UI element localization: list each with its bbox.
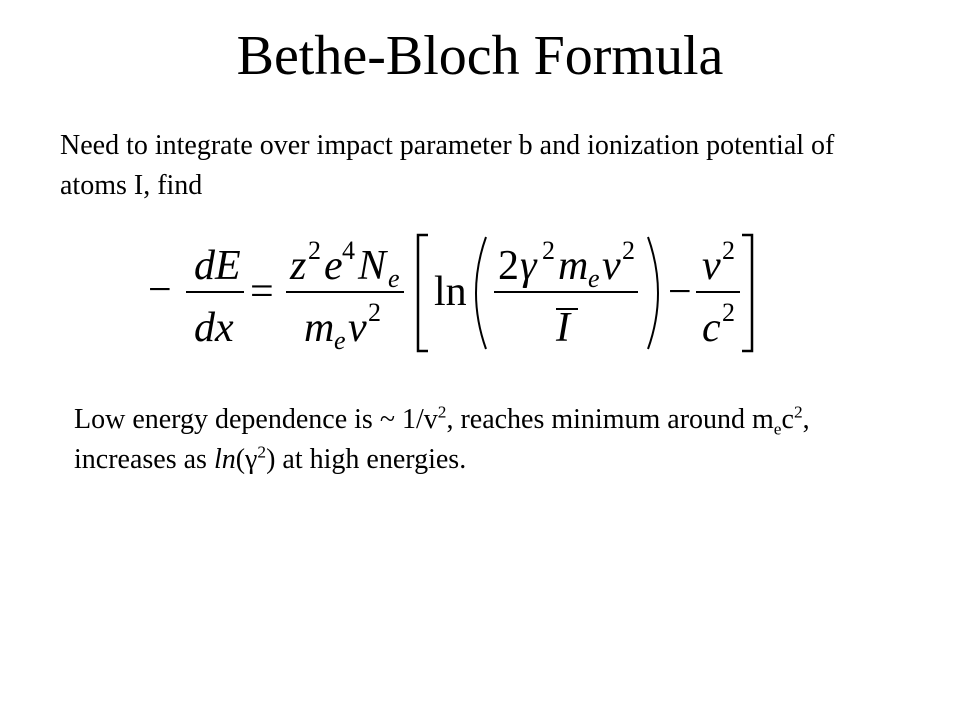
formula-arg-m: m bbox=[558, 243, 589, 289]
formula-den-m-sub: e bbox=[334, 326, 346, 355]
formula-arg-m-sub: e bbox=[588, 264, 600, 293]
formula-v-num: v bbox=[702, 243, 721, 289]
formula-ln: ln bbox=[434, 269, 467, 315]
note-sub-e: e bbox=[773, 419, 782, 439]
formula-N-sub: e bbox=[388, 264, 400, 293]
note-sup-1: 2 bbox=[437, 402, 447, 422]
formula-den-m: m bbox=[304, 305, 335, 351]
formula-arg-v-exp: 2 bbox=[622, 236, 635, 265]
left-square-bracket bbox=[418, 235, 428, 351]
formula-arg-two: 2 bbox=[498, 243, 519, 289]
intro-text: Need to integrate over impact parameter b and ionization potential of atoms I, find bbox=[60, 130, 835, 201]
formula-I: I bbox=[556, 305, 570, 351]
formula-v-num-exp: 2 bbox=[722, 236, 735, 265]
right-paren bbox=[648, 237, 658, 349]
formula-denominator-dx: dx bbox=[194, 305, 234, 351]
formula-c-den: c bbox=[702, 305, 721, 351]
formula-arg-gamma-exp: 2 bbox=[542, 236, 555, 265]
formula-e-exp: 4 bbox=[342, 236, 355, 265]
formula-N: N bbox=[358, 243, 387, 289]
formula-z-exp: 2 bbox=[308, 236, 321, 265]
note-part-4: , increases as bbox=[74, 404, 810, 475]
formula-e: e bbox=[324, 243, 343, 289]
energy-dependence-note bbox=[74, 400, 894, 480]
formula-den-v-exp: 2 bbox=[368, 298, 381, 327]
slide-title: Bethe-Bloch Formula bbox=[236, 25, 724, 87]
formula-den-v: v bbox=[348, 305, 367, 351]
formula-c-den-exp: 2 bbox=[722, 298, 735, 327]
formula-arg-gamma: γ bbox=[520, 243, 537, 289]
formula-equals: = bbox=[250, 269, 274, 315]
note-part-1: Low energy dependence is ~ 1/v bbox=[74, 404, 438, 435]
note-ln: ln bbox=[213, 444, 236, 475]
note-sup-3: 2 bbox=[257, 442, 267, 462]
left-paren bbox=[476, 237, 486, 349]
right-square-bracket bbox=[742, 235, 752, 351]
formula-minus-2: − bbox=[668, 269, 692, 315]
bethe-bloch-equation bbox=[140, 225, 780, 365]
note-sup-2: 2 bbox=[793, 402, 803, 422]
note-part-6: ) at high energies. bbox=[266, 444, 467, 475]
formula-numerator-dE: dE bbox=[194, 243, 241, 289]
note-part-2: , reaches minimum around m bbox=[446, 404, 774, 435]
note-part-3: c bbox=[781, 404, 794, 435]
formula-arg-v: v bbox=[602, 243, 621, 289]
formula-minus: − bbox=[148, 267, 172, 313]
formula-z: z bbox=[290, 243, 307, 289]
note-part-5: (γ bbox=[235, 444, 258, 475]
